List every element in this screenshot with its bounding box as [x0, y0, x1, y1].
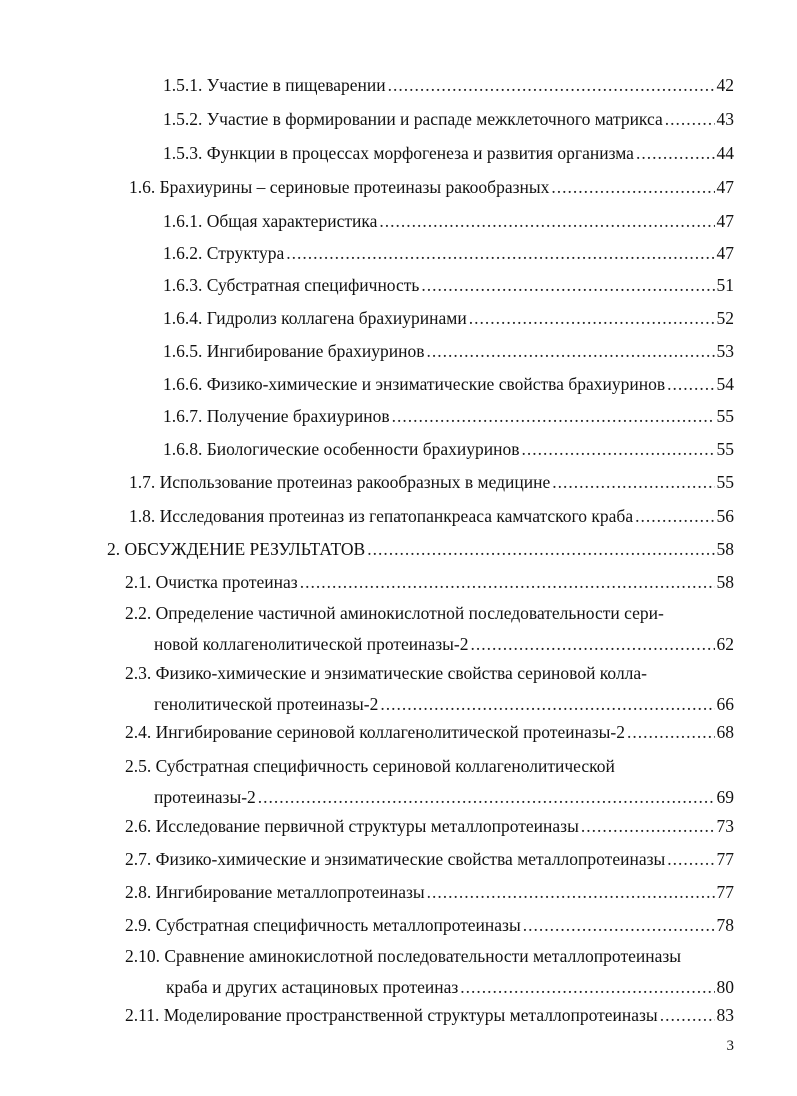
toc-entry-page: 66 [716, 694, 734, 714]
toc-entry [163, 399, 734, 433]
dot-leader [667, 367, 714, 401]
toc-entry-label: генолитической протеиназы-2 [154, 694, 379, 714]
dot-leader [388, 68, 715, 102]
toc-entry [163, 268, 734, 302]
dot-leader [665, 102, 715, 136]
toc-entry [163, 301, 734, 335]
dot-leader [581, 809, 715, 843]
toc-entry-page: 77 [716, 849, 734, 869]
toc-entry-label: 2.4. Ингибирование сериновой коллагенолитической протеиназы-2 [125, 722, 625, 742]
toc-entry-page: 42 [716, 75, 734, 95]
dot-leader [471, 629, 715, 660]
toc-entry-label: 1.5.1. Участие в пищеварении [163, 75, 386, 95]
toc-entry-page: 51 [716, 275, 734, 295]
toc-entry-label: 1.5.2. Участие в формировании и распаде межклеточного матрикса [163, 109, 663, 129]
toc-entry [129, 170, 734, 204]
toc-entry [125, 715, 734, 749]
toc-entry-label: новой коллагенолитической протеиназы-2 [154, 634, 469, 654]
toc-entry-page: 52 [716, 308, 734, 328]
toc-entry-label: протеиназы-2 [154, 787, 256, 807]
dot-leader [635, 499, 714, 533]
dot-leader [427, 334, 715, 368]
dot-leader [551, 170, 714, 204]
toc-entry [163, 367, 734, 401]
dot-leader [427, 875, 715, 909]
toc-entry-label: 2. ОБСУЖДЕНИЕ РЕЗУЛЬТАТОВ [107, 539, 366, 559]
toc-entry-label: 1.6.7. Получение брахиуринов [163, 406, 390, 426]
toc-entry-page: 78 [716, 915, 734, 935]
toc-entry-label: 2.6. Исследование первичной структуры металлопротеиназы [125, 816, 579, 836]
toc-entry-label: 2.8. Ингибирование металлопротеиназы [125, 882, 425, 902]
toc-entry-label: 1.6.8. Биологические особенности брахиуринов [163, 439, 520, 459]
toc-entry-page: 55 [716, 472, 734, 492]
dot-leader [667, 842, 714, 876]
toc-entry-label-line1: 2.2. Определение частичной аминокислотной последовательности сери- [125, 603, 664, 623]
toc-entry-label: краба и других астациновых протеиназ [166, 977, 459, 997]
toc-entry-label: 2.9. Субстратная специфичность металлопротеиназы [125, 915, 521, 935]
toc-entry-page: 58 [716, 539, 734, 559]
toc-entry-page: 55 [716, 439, 734, 459]
toc-entry-label: 1.6.2. Структура [163, 243, 285, 263]
dot-leader [552, 465, 714, 499]
dot-leader [421, 268, 714, 302]
dot-leader [300, 565, 715, 599]
toc-entry [125, 565, 734, 599]
toc-entry [125, 998, 734, 1032]
dot-leader [522, 432, 715, 466]
toc-entry-label: 1.6.3. Субстратная специфичность [163, 275, 420, 295]
toc-entry-page: 43 [716, 109, 734, 129]
toc-entry-page: 69 [716, 787, 734, 807]
toc-entry-label: 1.5.3. Функции в процессах морфогенеза и развития организма [163, 143, 634, 163]
toc-entry [163, 204, 734, 238]
toc-entry [163, 334, 734, 368]
toc-entry-label: 1.6.1. Общая характеристика [163, 211, 378, 231]
toc-entry-label: 1.8. Исследования протеиназ из гепатопанкреаса камчатского краба [129, 506, 634, 526]
toc-entry-label-line1: 2.10. Сравнение аминокислотной последовательности металлопротеиназы [125, 946, 682, 966]
toc-entry [125, 598, 734, 660]
toc-entry [125, 751, 734, 813]
toc-entry-label: 1.6.5. Ингибирование брахиуринов [163, 341, 425, 361]
toc-entry [125, 941, 734, 1003]
toc-entry [125, 908, 734, 942]
toc-entry-page: 54 [716, 374, 734, 394]
dot-leader [660, 998, 715, 1032]
toc-entry-label: 1.6. Брахиурины – сериновые протеиназы ракообразных [129, 177, 550, 197]
toc-entry-label: 2.11. Моделирование пространственной структуры металлопротеиназы [125, 1005, 658, 1025]
toc-entry-page: 62 [716, 634, 734, 654]
toc-entry-label: 1.6.4. Гидролиз коллагена брахиуринами [163, 308, 467, 328]
toc-entry-page: 47 [716, 211, 734, 231]
toc-entry [129, 499, 734, 533]
toc-entry [163, 236, 734, 270]
dot-leader [286, 236, 714, 270]
toc-entry [163, 136, 734, 170]
toc-entry [129, 465, 734, 499]
toc-entry-page: 55 [716, 406, 734, 426]
toc-entry-page: 44 [716, 143, 734, 163]
dot-leader [627, 715, 715, 749]
toc-entry-label: 2.1. Очистка протеиназ [125, 572, 298, 592]
dot-leader [392, 399, 715, 433]
dot-leader [636, 136, 715, 170]
toc-entry [125, 658, 734, 720]
toc-entry [163, 68, 734, 102]
toc-entry-page: 53 [716, 341, 734, 361]
toc-entry-page: 56 [716, 506, 734, 526]
toc-entry-page: 47 [716, 243, 734, 263]
toc-entry [163, 102, 734, 136]
toc-entry-label: 1.6.6. Физико-химические и энзиматические свойства брахиуринов [163, 374, 666, 394]
toc-entry-page: 58 [716, 572, 734, 592]
page-number: 3 [726, 1038, 734, 1054]
toc-entry-page: 77 [716, 882, 734, 902]
dot-leader [379, 204, 714, 238]
toc-entry [163, 432, 734, 466]
toc-entry [125, 809, 734, 843]
toc-entry [125, 875, 734, 909]
toc-entry-label-line1: 2.3. Физико-химические и энзиматические свойства сериновой колла- [125, 663, 648, 683]
dot-leader [367, 532, 714, 566]
toc-entry-page: 80 [716, 977, 734, 997]
dot-leader [523, 908, 715, 942]
toc-entry-page: 83 [716, 1005, 734, 1025]
toc-entry [107, 532, 734, 566]
toc-entry-label: 1.7. Использование протеиназ ракообразных в медицине [129, 472, 551, 492]
toc-entry-label-line1: 2.5. Субстратная специфичность сериновой коллагенолитической [125, 756, 615, 776]
toc-entry-page: 68 [716, 722, 734, 742]
toc-entry-page: 47 [716, 177, 734, 197]
toc-entry-label: 2.7. Физико-химические и энзиматические свойства металлопротеиназы [125, 849, 666, 869]
toc-entry [125, 842, 734, 876]
toc-entry-page: 73 [716, 816, 734, 836]
dot-leader [469, 301, 715, 335]
